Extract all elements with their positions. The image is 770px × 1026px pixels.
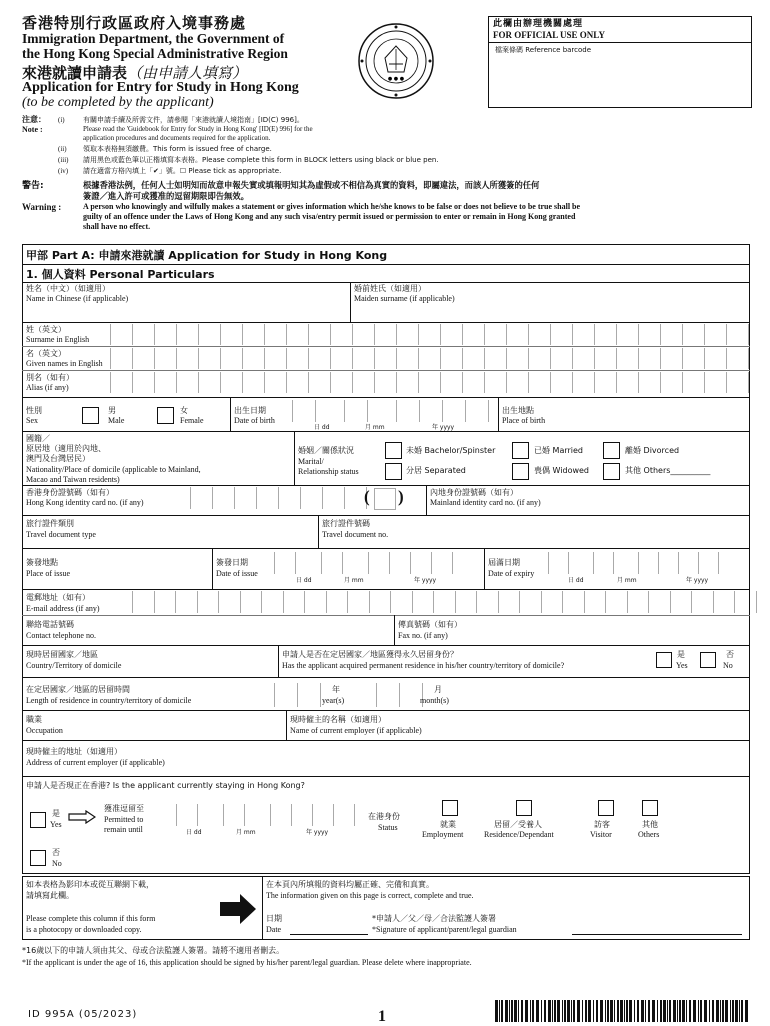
date-of-issue-label-zh: 簽發日期 <box>216 558 248 567</box>
in-hk-no-checkbox[interactable] <box>30 850 46 866</box>
surname-label-en: Surname in English <box>26 335 90 344</box>
separated-label: 分居 Separated <box>406 466 466 475</box>
note-num: (iv) <box>58 167 69 175</box>
perm-res-yes-label-zh: 是 <box>677 650 685 659</box>
years-label-zh: 年 <box>332 685 340 694</box>
tel-label-en: Contact telephone no. <box>26 631 96 640</box>
in-hk-question: 申請人是否現正在香港? Is the applicant currently staying in Hong Kong? <box>26 781 305 790</box>
single-checkbox[interactable] <box>385 442 402 459</box>
given-names-label-zh: 名（英文） <box>26 349 66 358</box>
immigration-emblem-icon <box>355 20 437 102</box>
copy-note-zh: 請填寫此欄。 <box>26 891 74 900</box>
note-text: 領取本表格無須繳費。This form is issued free of charge. <box>83 145 272 153</box>
male-label-zh: 男 <box>108 406 116 415</box>
occupation-label-zh: 職業 <box>26 715 42 724</box>
widowed-checkbox[interactable] <box>512 463 529 480</box>
maiden-label-en: Maiden surname (if applicable) <box>354 294 455 303</box>
nationality-label-zh: 原居地（適用於內地、 <box>26 444 106 453</box>
in-hk-yes-checkbox[interactable] <box>30 812 46 828</box>
hkid-check-digit-input[interactable] <box>374 488 396 510</box>
warning-text-en: shall have no effect. <box>83 222 151 231</box>
occupation-label-en: Occupation <box>26 726 63 735</box>
dob-dd-hint: 日 dd <box>314 424 330 431</box>
single-label: 未婚 Bachelor/Spinster <box>406 446 496 455</box>
status-visitor-label-zh: 訪客 <box>594 820 610 829</box>
permit-until-label-en: Permitted to <box>104 815 144 824</box>
form-code: ID 995A (05/2023) <box>28 1009 138 1020</box>
date-of-expiry-input[interactable] <box>548 552 719 574</box>
email-label-zh: 電郵地址（如有） <box>26 593 90 602</box>
fax-label-zh: 傳真號碼（如有） <box>398 620 462 629</box>
in-hk-no-label-zh: 否 <box>52 848 60 857</box>
hkid-check-paren-open: ( <box>364 487 370 506</box>
female-checkbox[interactable] <box>157 407 174 424</box>
others-marital-checkbox[interactable] <box>603 463 620 480</box>
note-text: 有關申請手續及所需文件，請參閱「來港就讀人境指南」[ID(C) 996]。 <box>83 116 304 124</box>
status-employment-checkbox[interactable] <box>442 800 458 816</box>
note-text: Please read the 'Guidebook for Entry for Study in Hong Kong' [ID(E) 996] for the <box>83 125 313 133</box>
name-chinese-input[interactable] <box>26 305 344 319</box>
note-num: (i) <box>58 116 65 124</box>
surname-label-zh: 姓（英文） <box>26 325 66 334</box>
warning-text-en: A person who knowingly and wilfully makes a statement or gives information which he/she knows to be false or does not believe to be true shall be <box>83 202 581 211</box>
given-names-input[interactable] <box>110 348 770 369</box>
maiden-input[interactable] <box>354 305 746 319</box>
svg-text:● ● ●: ● ● ● <box>387 76 405 82</box>
permit-until-label-zh: 獲准逗留至 <box>104 804 144 813</box>
warning-text-zh: 根據香港法例，任何人士如明知而故意申報失實或填報明知其為虛假或不相信為真實的資料，即屬違法，而該人所獲簽的任何 <box>83 180 540 190</box>
note-label-zh: 注意： <box>22 115 46 124</box>
warning-text-zh: 簽證／進入許可或獲准的逗留期限即告無效。 <box>83 191 249 201</box>
permit-until-label-en: remain until <box>104 825 143 834</box>
copy-note-en: Please complete this column if this form <box>26 914 156 923</box>
mainland-id-label-zh: 內地身份證號碼（如有） <box>430 488 518 497</box>
status-label-en: Status <box>378 823 398 832</box>
status-residence-label-en: Residence/Dependant <box>484 830 554 839</box>
alias-label-zh: 別名（如有） <box>26 373 74 382</box>
issue-dd-hint: 日 dd <box>296 577 312 584</box>
expiry-dd-hint: 日 dd <box>568 577 584 584</box>
note-text: 請用黑色或藍色筆以正楷填寫本表格。Please complete this form in BLOCK letters using black or blue pen. <box>83 156 439 164</box>
employer-label-zh: 現時僱主的名稱（如適用） <box>290 715 386 724</box>
td-no-label-zh: 旅行證件號碼 <box>322 519 370 528</box>
expiry-mm-hint: 月 mm <box>617 577 637 584</box>
footnote-en: *If the applicant is under the age of 16, this application should be signed by his/her parent/legal guardian. Please delete where inappropriate. <box>22 958 472 967</box>
dept-name-en-1: Immigration Department, the Government of <box>22 31 285 46</box>
status-residence-label-zh: 居留／受養人 <box>494 820 542 829</box>
note-label-en: Note : <box>22 125 43 134</box>
nationality-label-en: Nationality/Place of domicile (applicable to Mainland, <box>26 465 201 474</box>
marital-label-en: Relationship status <box>298 467 359 476</box>
permit-until-input[interactable] <box>176 804 355 826</box>
married-checkbox[interactable] <box>512 442 529 459</box>
perm-res-no-label-en: No <box>723 661 733 670</box>
sex-label-zh: 性別 <box>26 406 42 415</box>
widowed-label: 喪偶 Widowed <box>534 466 590 475</box>
date-of-issue-label-en: Date of issue <box>216 569 258 578</box>
female-label-en: Female <box>180 416 204 425</box>
perm-res-question-zh: 申請人是否在定居國家／地區獲得永久居留身份？ <box>282 650 458 659</box>
barcode-label: 檔案條碼 Reference barcode <box>495 46 592 54</box>
others-marital-label: 其他 Others__________ <box>625 466 711 475</box>
sex-label-en: Sex <box>26 416 38 425</box>
issue-yyyy-hint: 年 yyyy <box>414 577 437 584</box>
hkid-check-paren-close: ) <box>398 487 404 506</box>
dob-label-zh: 出生日期 <box>234 406 266 415</box>
copy-note-zh: 如本表格為影印本或從互聯網下載， <box>26 880 154 889</box>
official-use-en: FOR OFFICIAL USE ONLY <box>493 30 605 40</box>
warning-label-zh: 警告: <box>22 181 44 191</box>
status-visitor-label-en: Visitor <box>590 830 612 839</box>
perm-res-no-checkbox[interactable] <box>700 652 716 668</box>
dept-name-en-2: the Hong Kong Special Administrative Region <box>22 46 288 61</box>
td-type-label-zh: 旅行證件類別 <box>26 519 74 528</box>
signature-input[interactable] <box>572 934 742 935</box>
length-months-input[interactable] <box>376 683 423 707</box>
arrow-right-solid-icon <box>218 892 258 926</box>
in-hk-yes-label-zh: 是 <box>52 809 60 818</box>
hkid-label-zh: 香港身份證號碼（如有） <box>26 488 114 497</box>
part-a-title: 甲部 Part A: 申請來港就讀 Application for Study in Hong Kong <box>26 249 388 262</box>
maiden-label-zh: 婚前姓氏（如適用） <box>354 284 426 293</box>
dob-yyyy-hint: 年 yyyy <box>432 424 455 431</box>
official-use-box <box>488 16 752 108</box>
tel-label-zh: 聯絡電話號碼 <box>26 620 74 629</box>
date-label-zh: 日期 <box>266 914 282 923</box>
hkid-label-en: Hong Kong identity card no. (if any) <box>26 498 144 507</box>
expiry-yyyy-hint: 年 yyyy <box>686 577 709 584</box>
warning-text-en: guilty of an offence under the Laws of Hong Kong and any such visa/entry permit issued or permission to enter or remain in Hong Kong granted <box>83 212 576 221</box>
married-label: 已婚 Married <box>534 446 584 455</box>
perm-res-question-en: Has the applicant acquired permanent residence in his/her country/territory of domicile? <box>282 661 565 670</box>
note-num: (iii) <box>58 156 69 164</box>
section-1-title: 1. 個人資料 Personal Particulars <box>26 268 215 281</box>
nationality-label-zh: 澳門及台灣居民） <box>26 454 90 463</box>
perm-res-yes-checkbox[interactable] <box>656 652 672 668</box>
mainland-id-label-en: Mainland identity card no. (if any) <box>430 498 541 507</box>
date-input[interactable] <box>290 934 368 935</box>
marital-label-zh: 婚姻／關係狀況 <box>298 446 354 455</box>
given-names-label-en: Given names in English <box>26 359 103 368</box>
name-chinese-label-zh: 姓名（中文）（如適用） <box>26 284 110 293</box>
note-text: application procedures and documents required for the application. <box>83 134 271 142</box>
signature-label-en: *Signature of applicant/parent/legal guardian <box>372 925 517 934</box>
permit-dd-hint: 日 dd <box>186 829 202 836</box>
status-employment-label-en: Employment <box>422 830 464 839</box>
male-checkbox[interactable] <box>82 407 99 424</box>
signature-label-zh: *申請人／父／母／合法監護人簽署 <box>372 914 496 923</box>
status-employment-label-zh: 就業 <box>440 820 456 829</box>
official-use-zh: 此欄由辦理機關處理 <box>493 19 584 29</box>
length-label-en: Length of residence in country/territory of domicile <box>26 696 192 705</box>
pob-label-zh: 出生地點 <box>502 406 534 415</box>
dept-name-zh: 香港特別行政區政府入境事務處 <box>22 14 247 32</box>
status-others-checkbox[interactable] <box>642 800 658 816</box>
perm-res-yes-label-en: Yes <box>676 661 688 670</box>
nationality-label-en: Macao and Taiwan residents) <box>26 475 120 484</box>
months-label-en: month(s) <box>420 696 449 705</box>
note-num: (ii) <box>58 145 67 153</box>
marital-label-en: Marital/ <box>298 457 324 466</box>
status-others-label-zh: 其他 <box>642 820 658 829</box>
male-label-en: Male <box>108 416 125 425</box>
divorced-label: 離婚 Divorced <box>625 446 680 455</box>
issue-mm-hint: 月 mm <box>344 577 364 584</box>
td-type-label-en: Travel document type <box>26 530 96 539</box>
arrow-right-icon <box>68 810 96 824</box>
length-years-input[interactable] <box>274 683 321 707</box>
pob-label-en: Place of birth <box>502 416 546 425</box>
note-text: 請在適當方格內填上「✔」號。☐ Please tick as appropriate. <box>83 167 282 175</box>
footnote-zh: *16歲以下的申請人須由其父、母或合法監護人簽署。請將不適用者刪去。 <box>22 946 285 955</box>
place-of-issue-label-en: Place of issue <box>26 569 70 578</box>
date-of-expiry-label-en: Date of expiry <box>488 569 535 578</box>
alias-label-en: Alias (if any) <box>26 383 69 392</box>
months-label-zh: 月 <box>434 685 442 694</box>
form-subtitle-en: (to be completed by the applicant) <box>22 95 214 110</box>
fax-label-en: Fax no. (if any) <box>398 631 448 640</box>
warning-label-en: Warning : <box>22 202 62 212</box>
date-label-en: Date <box>266 925 282 934</box>
status-residence-checkbox[interactable] <box>516 800 532 816</box>
employer-address-label-en: Address of current employer (if applicable) <box>26 758 165 767</box>
copy-note-en: is a photocopy or downloaded copy. <box>26 925 142 934</box>
date-of-expiry-label-zh: 屆滿日期 <box>488 558 520 567</box>
name-chinese-label-en: Name in Chinese (if applicable) <box>26 294 129 303</box>
years-label-en: year(s) <box>322 696 345 705</box>
alias-input[interactable] <box>110 372 770 393</box>
page-number: 1 <box>378 1008 386 1025</box>
perm-res-no-label-zh: 否 <box>726 650 734 659</box>
in-hk-no-label-en: No <box>52 859 62 868</box>
status-visitor-checkbox[interactable] <box>598 800 614 816</box>
length-label-zh: 在定居國家／地區的居留時間 <box>26 685 130 694</box>
form-title-en: Application for Entry for Study in Hong Kong <box>22 80 299 95</box>
separated-checkbox[interactable] <box>385 463 402 480</box>
date-of-issue-input[interactable] <box>274 552 453 574</box>
td-no-label-en: Travel document no. <box>322 530 389 539</box>
nationality-label-zh: 國籍／ <box>26 434 50 443</box>
permit-mm-hint: 月 mm <box>236 829 256 836</box>
permit-yyyy-hint: 年 yyyy <box>306 829 329 836</box>
hkid-input[interactable] <box>190 487 367 509</box>
in-hk-yes-label-en: Yes <box>50 820 62 829</box>
country-label-zh: 現時居留國家／地區 <box>26 650 98 659</box>
form-title-zh: 來港就讀申請表（由申請人填寫） <box>22 64 248 82</box>
dob-mm-hint: 月 mm <box>365 424 385 431</box>
barcode-icon <box>495 1000 750 1022</box>
country-label-en: Country/Territory of domicile <box>26 661 122 670</box>
surname-input[interactable] <box>110 324 770 345</box>
employer-label-en: Name of current employer (if applicable) <box>290 726 422 735</box>
declaration-zh: 在本頁內所填報的資料均屬正確、完備和真實。 <box>266 880 434 889</box>
declaration-en: The information given on this page is correct, complete and true. <box>266 891 474 900</box>
status-label-zh: 在港身份 <box>368 812 400 821</box>
status-others-label-en: Others <box>638 830 660 839</box>
female-label-zh: 女 <box>180 406 188 415</box>
dob-input[interactable] <box>292 400 489 422</box>
email-input[interactable] <box>132 591 770 613</box>
employer-address-label-zh: 現時僱主的地址（如適用） <box>26 747 122 756</box>
email-label-en: E-mail address (if any) <box>26 604 100 613</box>
place-of-issue-label-zh: 簽發地點 <box>26 558 58 567</box>
divorced-checkbox[interactable] <box>603 442 620 459</box>
dob-label-en: Date of birth <box>234 416 275 425</box>
